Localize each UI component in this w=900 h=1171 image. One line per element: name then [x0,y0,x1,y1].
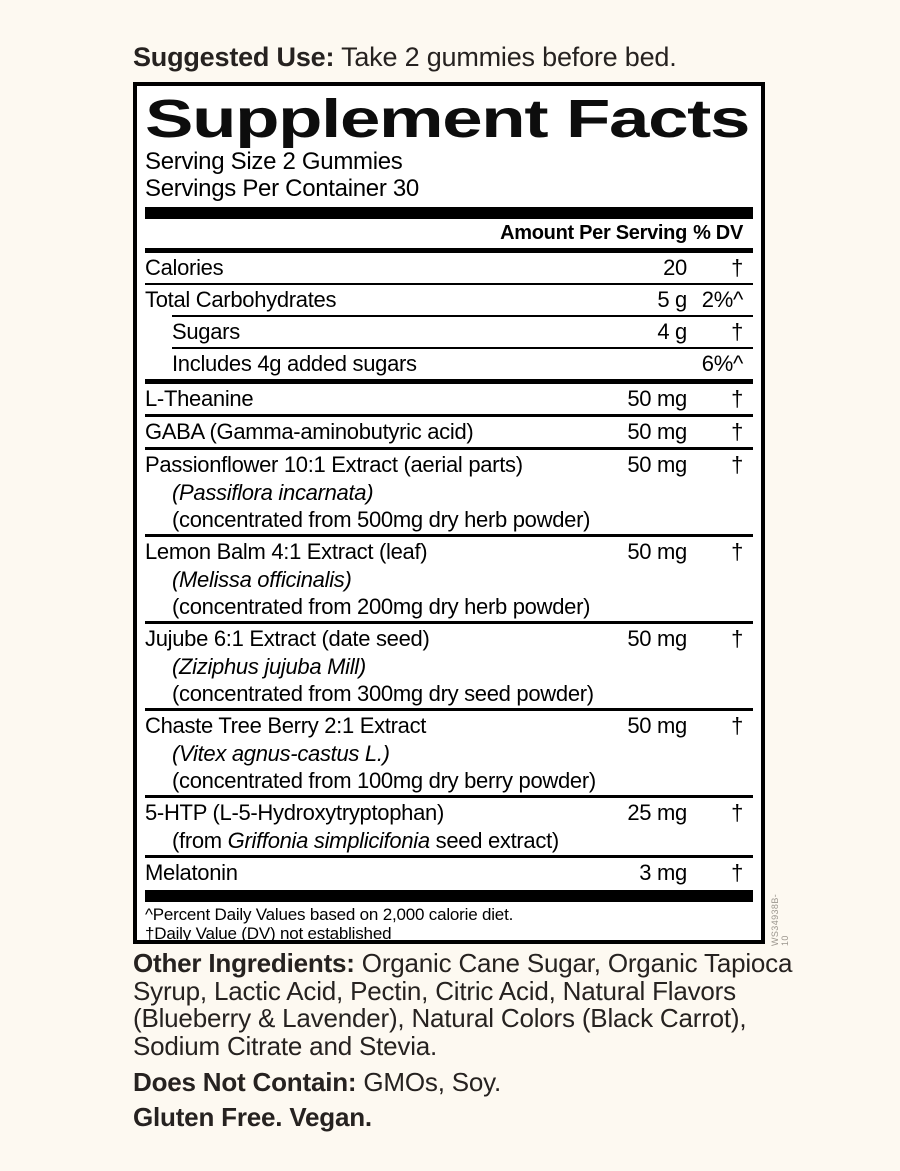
bottom-text-block [133,950,805,1131]
ingredient-name: Lemon Balm 4:1 Extract (leaf) [145,539,428,564]
amount-value: 50 mg [627,626,687,651]
dv-value: † [731,386,743,411]
suggested-use-label: Suggested Use: [133,42,335,72]
ingredient-name: Melatonin [145,860,238,885]
row-passionflower-10-1-extract-aerial-parts [145,447,753,534]
dv-value: † [731,860,743,885]
other-ingredients-paragraph [133,950,805,1060]
ingredient-name: Jujube 6:1 Extract (date seed) [145,626,430,651]
ingredient-detail: (Melissa officinalis) [172,567,352,592]
dv-value: † [731,452,743,477]
ingredient-name: Total Carbohydrates [145,287,337,312]
row-chaste-tree-berry-2-1-extract [145,708,753,795]
ingredient-detail: (concentrated from 500mg dry herb powder) [172,507,591,532]
row-total-carbohydrates [145,283,753,315]
gluten-free-vegan-line: Gluten Free. Vegan. [133,1101,372,1132]
amount-value: 50 mg [627,713,687,738]
row-l-theanine [145,379,753,414]
dv-value: † [731,539,743,564]
dv-value: † [731,626,743,651]
table-header-row [145,221,753,253]
footnotes [145,906,753,943]
facts-rows [145,253,753,888]
dv-value: † [731,319,743,344]
amount-value: 25 mg [627,800,687,825]
ingredient-name: 5-HTP (L-5-Hydroxytryptophan) [145,800,444,825]
does-not-contain-text: GMOs, Soy. [356,1067,502,1097]
amount-value: 3 mg [639,860,687,885]
suggested-use-line [133,42,677,73]
supplement-facts-panel [133,82,765,944]
row-lemon-balm-4-1-extract-leaf [145,534,753,621]
ingredient-name: Passionflower 10:1 Extract (aerial parts) [145,452,523,477]
label-side-code: WS34938B-10 [770,893,790,946]
row-gaba-gamma-aminobutyric-acid [145,414,753,447]
amount-value: 4 g [657,319,687,344]
dv-value: † [731,255,743,280]
supplement-facts-title [145,91,753,148]
ingredient-detail: (Vitex agnus-castus L.) [172,741,390,766]
other-ingredients-text: Organic Cane Sugar, Organic Tapioca Syrup, Lactic Acid, Pectin, Citric Acid, Natural Flavors (Blueberry & Lavender), Natural Colors (Black Carrot), Sodium Citrate and Stevia. [133,948,793,1061]
row-melatonin [145,855,753,888]
amount-value [557,351,687,377]
row-jujube-6-1-extract-date-seed [145,621,753,708]
ingredient-name: Chaste Tree Berry 2:1 Extract [145,713,427,738]
amount-value: 50 mg [627,386,687,411]
other-ingredients-label: Other Ingredients: [133,948,355,978]
does-not-contain-label: Does Not Contain: [133,1067,357,1097]
suggested-use-text: Take 2 gummies before bed. [334,42,677,72]
divider-bar-top [145,207,753,219]
footnote-percent-dv: ^Percent Daily Values based on 2,000 calorie diet. [145,905,514,924]
ingredient-name: L-Theanine [145,386,254,411]
ingredient-detail: (concentrated from 200mg dry herb powder) [172,594,591,619]
row-5-htp-l-5-hydroxytryptophan [145,795,753,855]
ingredient-detail: (concentrated from 100mg dry berry powder) [172,768,596,793]
serving-size-line: Serving Size 2 Gummies [145,148,403,175]
dv-value: 6%^ [701,351,743,376]
row-calories [145,253,753,283]
dv-value: † [731,713,743,738]
footnote-dagger: †Daily Value (DV) not established [145,923,392,943]
ingredient-name: Calories [145,255,224,280]
ingredient-detail: (Passiflora incarnata) [172,480,374,505]
amount-value: 50 mg [627,539,687,564]
amount-value: 20 [663,255,687,280]
row-sugars [172,315,753,347]
row-includes-4g-added-sugars [172,347,753,379]
ingredient-name: Includes 4g added sugars [172,351,417,376]
servings-per-container-line: Servings Per Container 30 [145,175,419,202]
dv-value: † [731,419,743,444]
ingredient-detail: (concentrated from 300mg dry seed powder) [172,681,594,706]
dv-value: † [731,800,743,825]
ingredient-name: GABA (Gamma-aminobutyric acid) [145,419,474,444]
ingredient-detail: (from Griffonia simplicifonia seed extract) [172,828,559,853]
svg-text:Supplement Facts: Supplement Facts [145,91,749,148]
divider-bar-bottom [145,890,753,902]
ingredient-detail: (Ziziphus jujuba Mill) [172,654,366,679]
ingredient-name: Sugars [172,319,240,344]
does-not-contain-line [133,1069,805,1097]
amount-per-serving-header: Amount Per Serving [500,222,687,244]
dv-value: 2%^ [701,287,743,312]
percent-dv-header: % DV [693,222,743,244]
amount-value: 5 g [657,287,687,312]
amount-value: 50 mg [627,452,687,477]
amount-value: 50 mg [627,419,687,444]
